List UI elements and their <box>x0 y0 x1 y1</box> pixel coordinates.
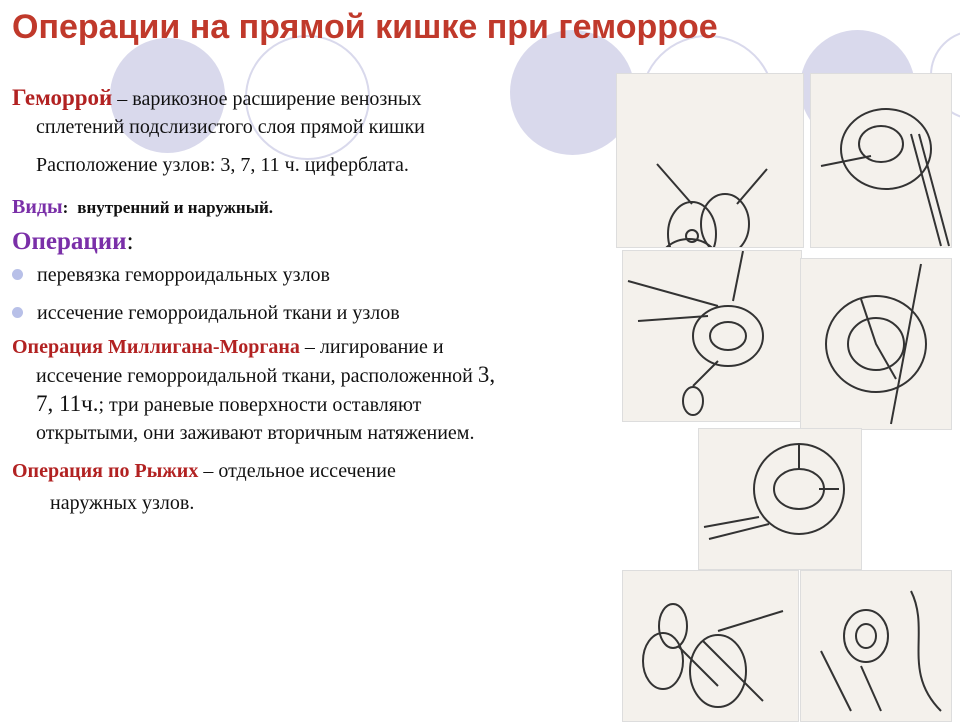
ryzhikh-name: Операция по Рыжих <box>12 460 199 482</box>
nodes-location: Расположение узлов: 3, 7, 11 ч. циферблата. <box>36 154 409 176</box>
milligan-line-2: иссечение геморроидальной ткани, расположенной 3, <box>36 362 496 387</box>
operation-item: перевязка геморроидальных узлов <box>12 261 612 289</box>
types-value: внутренний и наружный. <box>77 198 274 217</box>
bullet-icon <box>12 307 23 318</box>
milligan-line-3: 7, 11ч.; три раневые поверхности оставляют <box>36 391 422 416</box>
surgical-illustration-6 <box>622 570 799 722</box>
surgical-illustration-3 <box>622 250 802 422</box>
definition-line-1: Геморрой – варикозное расширение венозных <box>12 85 422 110</box>
bullet-icon <box>12 269 23 280</box>
ryzhikh-line-2: наружных узлов. <box>50 492 195 514</box>
surgical-illustration-4 <box>800 258 952 430</box>
milligan-line-1: Операция Миллигана-Моргана – лигирование и <box>12 336 444 358</box>
types-line: Виды: внутренний и наружный. <box>12 196 274 218</box>
types-label: Виды <box>12 196 63 218</box>
surgical-illustration-2 <box>810 73 952 248</box>
slide-title: Операции на прямой кишке при геморрое <box>12 8 718 46</box>
definition-term: Геморрой <box>12 85 113 110</box>
operation-item: иссечение геморроидальной ткани и узлов <box>12 299 612 327</box>
operations-heading: Операции: <box>12 228 134 255</box>
milligan-line-4: открытыми, они заживают вторичным натяжением. <box>36 422 475 444</box>
surgical-illustration-7 <box>800 570 952 722</box>
operations-label: Операции <box>12 228 127 255</box>
milligan-name: Операция Миллигана-Моргана <box>12 336 300 358</box>
slide-body <box>12 84 612 517</box>
surgical-illustration-5 <box>698 428 862 570</box>
definition-line-2: сплетений подслизистого слоя прямой кишки <box>36 116 425 138</box>
surgical-illustration-1 <box>616 73 804 248</box>
ryzhikh-line-1: Операция по Рыжих – отдельное иссечение <box>12 460 396 482</box>
